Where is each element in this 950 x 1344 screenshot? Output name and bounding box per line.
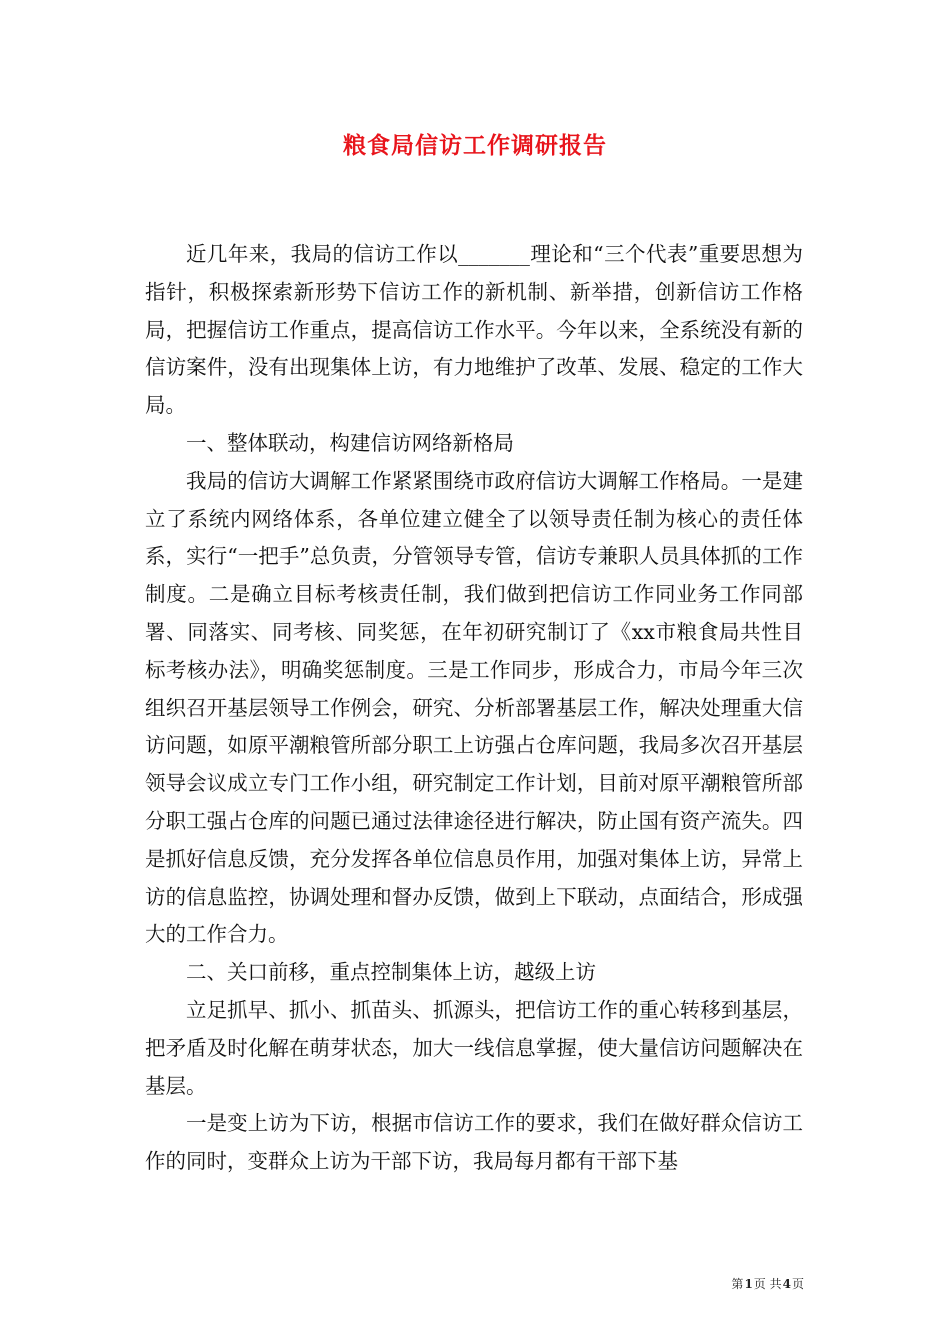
paragraph-section-1: 我局的信访大调解工作紧紧围绕市政府信访大调解工作格局。一是建立了系统内网络体系，各单位建立健全了以领导责任制为核心的责任体系，实行“一把手”总负责，分管领导专管，信访专兼职人员具体抓的工作制度。二是确立目标考核责任制，我们做到把信访工作同业务工作同部署、同落实、同考核、同奖惩，在年初研究制订了《xx市粮食局共性目标考核办法》，明确奖惩制度。三是工作同步，形成合力，市局今年三次组织召开基层领导工作例会，研究、分析部署基层工作，解决处理重大信访问题，如原平潮粮管所部分职工上访强占仓库问题，我局多次召开基层领导会议成立专门工作小组，研究制定工作计划，目前对原平潮粮管所部分职工强占仓库的问题已通过法律途径进行解决，防止国有资产流失。四是抓好信息反馈，充分发挥各单位信息员作用，加强对集体上访，异常上访的信息监控，协调处理和督办反馈，做到上下联动，点面结合，形成强大的工作合力。 xyxy=(145,468,803,947)
total-page-number: 4 xyxy=(782,1277,791,1291)
document-body xyxy=(145,236,803,1181)
footer-suffix: 页 xyxy=(791,1277,804,1291)
footer-prefix: 第 xyxy=(731,1277,744,1291)
section-heading-2: 二、关口前移，重点控制集体上访，越级上访 xyxy=(186,960,596,985)
paragraph-section-2-item-1: 一是变上访为下访，根据市信访工作的要求，我们在做好群众信访工作的同时，变群众上访为干部下访，我局每月都有干部下基 xyxy=(145,1111,803,1174)
document-title: 粮食局信访工作调研报告 xyxy=(343,132,607,159)
page-footer xyxy=(731,1276,804,1292)
section-heading-1: 一、整体联动，构建信访网络新格局 xyxy=(186,430,514,455)
footer-middle: 页 共 xyxy=(753,1277,782,1291)
current-page-number: 1 xyxy=(744,1277,753,1291)
paragraph-intro: 近几年来，我局的信访工作以_______理论和“三个代表”重要思想为指针，积极探索新形势下信访工作的新机制、新举措，创新信访工作格局，把握信访工作重点，提高信访工作水平。今年以来，全系统没有新的信访案件，没有出现集体上访，有力地维护了改革、发展、稳定的工作大局。 xyxy=(145,242,803,418)
paragraph-section-2: 立足抓早、抓小、抓苗头、抓源头，把信访工作的重心转移到基层，把矛盾及时化解在萌芽状态，加大一线信息掌握，使大量信访问题解决在基层。 xyxy=(145,997,803,1098)
